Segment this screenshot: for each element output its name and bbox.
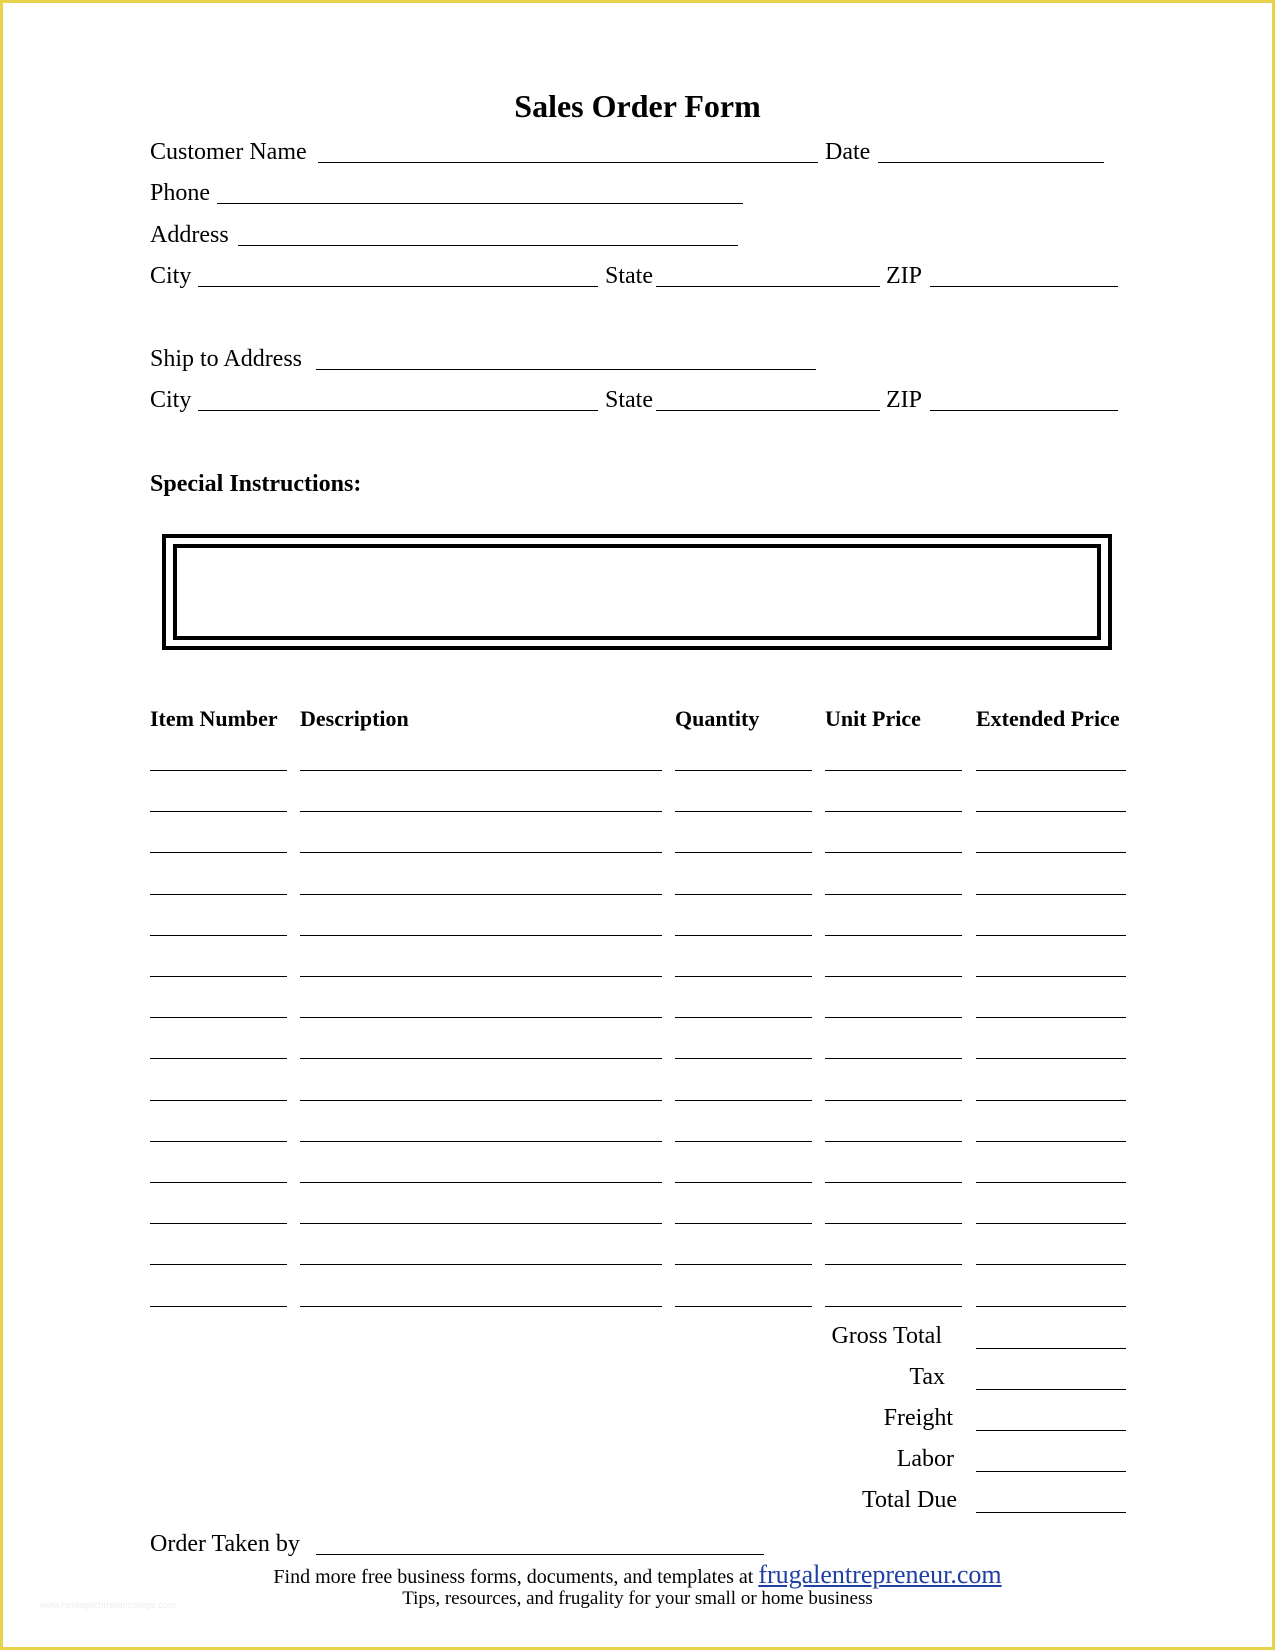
tax-label: Tax [909, 1364, 945, 1390]
address-label: Address [150, 222, 229, 248]
total-due-field[interactable] [976, 1512, 1126, 1513]
total-due-label: Total Due [862, 1487, 957, 1513]
city-label: City [150, 263, 192, 289]
date-field[interactable] [878, 162, 1104, 163]
header-extended-price: Extended Price [976, 706, 1120, 731]
labor-label: Labor [896, 1446, 954, 1472]
quantity-field[interactable] [675, 1182, 812, 1183]
item-number-field[interactable] [150, 1182, 287, 1183]
labor-field[interactable] [976, 1471, 1126, 1472]
state-label: State [605, 263, 653, 289]
order-taken-label: Order Taken by [150, 1531, 300, 1557]
unit-price-field[interactable] [825, 976, 962, 977]
extended-price-field[interactable] [976, 770, 1126, 771]
item-number-field[interactable] [150, 1141, 287, 1142]
footer-line-1 [0, 1560, 1275, 1590]
address-field[interactable] [238, 245, 738, 246]
ship-zip-label: ZIP [886, 387, 922, 413]
special-instructions-inner-border [173, 544, 1101, 640]
description-field[interactable] [300, 811, 662, 812]
special-instructions-label: Special Instructions: [150, 471, 362, 497]
quantity-field[interactable] [675, 976, 812, 977]
gross-total-field[interactable] [976, 1348, 1126, 1349]
ship-to-label: Ship to Address [150, 346, 303, 372]
unit-price-field[interactable] [825, 1182, 962, 1183]
item-number-field[interactable] [150, 1058, 287, 1059]
watermark: www.heritagechristiancollege.com [40, 1600, 176, 1610]
unit-price-field[interactable] [825, 770, 962, 771]
ship-city-label: City [150, 387, 192, 413]
description-field[interactable] [300, 1017, 662, 1018]
customer-name-field[interactable] [318, 162, 818, 163]
date-label: Date [825, 139, 871, 165]
footer-line-2: Tips, resources, and frugality for your small or home business [402, 1588, 873, 1609]
unit-price-field[interactable] [825, 1017, 962, 1018]
quantity-field[interactable] [675, 1223, 812, 1224]
unit-price-field[interactable] [825, 852, 962, 853]
item-number-field[interactable] [150, 1223, 287, 1224]
unit-price-field[interactable] [825, 1141, 962, 1142]
description-field[interactable] [300, 770, 662, 771]
quantity-field[interactable] [675, 894, 812, 895]
extended-price-field[interactable] [976, 1100, 1126, 1101]
description-field[interactable] [300, 852, 662, 853]
extended-price-field[interactable] [976, 1223, 1126, 1224]
description-field[interactable] [300, 1141, 662, 1142]
unit-price-field[interactable] [825, 1100, 962, 1101]
header-quantity: Quantity [675, 706, 760, 731]
footer-prefix: Find more free business forms, documents, and templates at [273, 1566, 754, 1588]
header-description: Description [300, 706, 409, 731]
state-field[interactable] [656, 286, 880, 287]
quantity-field[interactable] [675, 1306, 812, 1307]
item-number-field[interactable] [150, 811, 287, 812]
form-title: Sales Order Form [514, 88, 761, 124]
unit-price-field[interactable] [825, 1264, 962, 1265]
ship-state-field[interactable] [656, 410, 880, 411]
item-number-field[interactable] [150, 894, 287, 895]
ship-zip-field[interactable] [930, 410, 1118, 411]
footer-link[interactable]: frugalentrepreneur.com [758, 1560, 1002, 1589]
extended-price-field[interactable] [976, 1264, 1126, 1265]
unit-price-field[interactable] [825, 894, 962, 895]
city-field[interactable] [198, 286, 598, 287]
freight-label: Freight [883, 1405, 953, 1431]
quantity-field[interactable] [675, 1017, 812, 1018]
unit-price-field[interactable] [825, 935, 962, 936]
quantity-field[interactable] [675, 1141, 812, 1142]
item-number-field[interactable] [150, 1306, 287, 1307]
description-field[interactable] [300, 1058, 662, 1059]
item-number-field[interactable] [150, 976, 287, 977]
tax-field[interactable] [976, 1389, 1126, 1390]
extended-price-field[interactable] [976, 1182, 1126, 1183]
special-instructions-box[interactable] [162, 534, 1112, 650]
phone-label: Phone [150, 180, 210, 206]
item-number-field[interactable] [150, 935, 287, 936]
phone-field[interactable] [217, 203, 743, 204]
gross-total-label: Gross Total [831, 1323, 942, 1349]
header-unit-price: Unit Price [825, 706, 921, 731]
quantity-field[interactable] [675, 935, 812, 936]
customer-name-label: Customer Name [150, 139, 307, 165]
ship-to-field[interactable] [316, 369, 816, 370]
extended-price-field[interactable] [976, 1141, 1126, 1142]
unit-price-field[interactable] [825, 1306, 962, 1307]
zip-label: ZIP [886, 263, 922, 289]
extended-price-field[interactable] [976, 852, 1126, 853]
quantity-field[interactable] [675, 852, 812, 853]
freight-field[interactable] [976, 1430, 1126, 1431]
description-field[interactable] [300, 1100, 662, 1101]
extended-price-field[interactable] [976, 894, 1126, 895]
extended-price-field[interactable] [976, 1017, 1126, 1018]
quantity-field[interactable] [675, 1264, 812, 1265]
description-field[interactable] [300, 1182, 662, 1183]
description-field[interactable] [300, 1306, 662, 1307]
extended-price-field[interactable] [976, 811, 1126, 812]
quantity-field[interactable] [675, 1058, 812, 1059]
header-item-number: Item Number [150, 706, 278, 731]
ship-city-field[interactable] [198, 410, 598, 411]
description-field[interactable] [300, 1264, 662, 1265]
unit-price-field[interactable] [825, 811, 962, 812]
ship-state-label: State [605, 387, 653, 413]
zip-field[interactable] [930, 286, 1118, 287]
order-taken-field[interactable] [316, 1554, 764, 1555]
description-field[interactable] [300, 894, 662, 895]
description-field[interactable] [300, 1223, 662, 1224]
unit-price-field[interactable] [825, 1223, 962, 1224]
item-number-field[interactable] [150, 852, 287, 853]
extended-price-field[interactable] [976, 976, 1126, 977]
extended-price-field[interactable] [976, 935, 1126, 936]
item-number-field[interactable] [150, 1017, 287, 1018]
item-number-field[interactable] [150, 770, 287, 771]
description-field[interactable] [300, 935, 662, 936]
description-field[interactable] [300, 976, 662, 977]
quantity-field[interactable] [675, 770, 812, 771]
item-number-field[interactable] [150, 1264, 287, 1265]
extended-price-field[interactable] [976, 1306, 1126, 1307]
quantity-field[interactable] [675, 1100, 812, 1101]
quantity-field[interactable] [675, 811, 812, 812]
item-number-field[interactable] [150, 1100, 287, 1101]
unit-price-field[interactable] [825, 1058, 962, 1059]
extended-price-field[interactable] [976, 1058, 1126, 1059]
